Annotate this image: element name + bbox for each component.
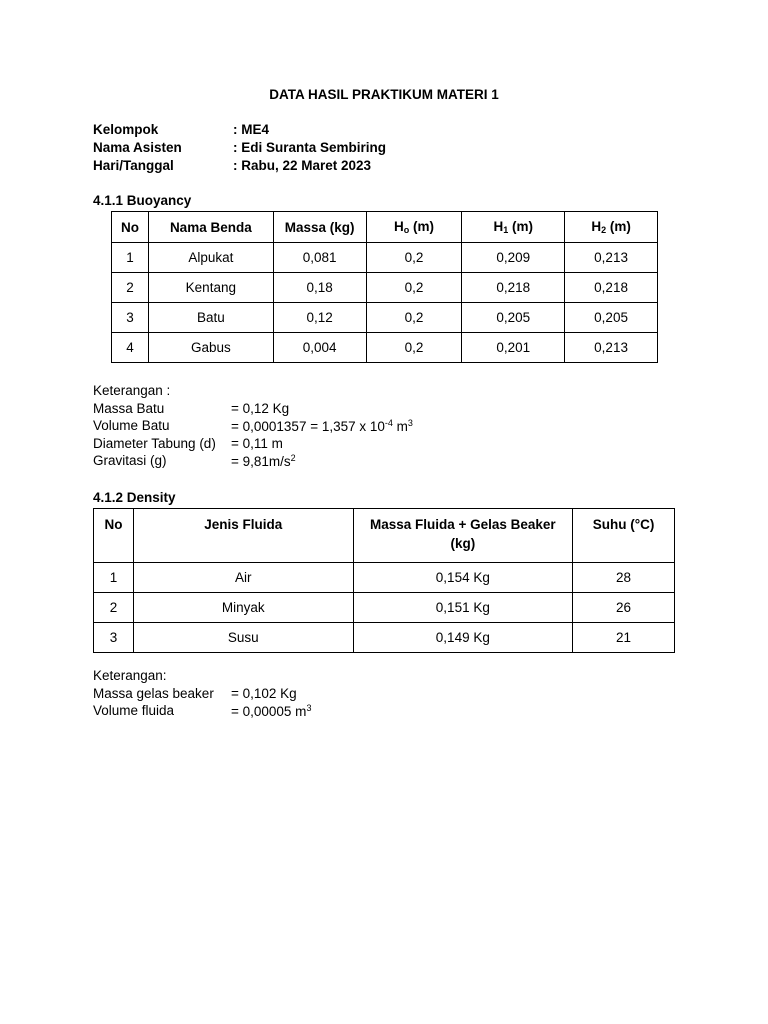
notes-title-buoyancy: Keterangan : xyxy=(93,383,171,398)
cell-h2: 0,213 xyxy=(565,333,658,363)
density-table xyxy=(93,508,675,653)
note-volume-fluida xyxy=(93,703,493,720)
column-header-nama-benda: Nama Benda xyxy=(148,212,273,243)
cell-suhu: 26 xyxy=(573,593,675,623)
cell-jenis: Susu xyxy=(133,623,353,653)
note-label: Diameter Tabung (d) xyxy=(93,436,216,451)
table-row xyxy=(94,563,675,593)
info-label: Kelompok xyxy=(93,122,159,137)
table-header-row xyxy=(112,212,658,243)
table-row xyxy=(112,333,658,363)
cell-h0: 0,2 xyxy=(366,333,462,363)
cell-no: 2 xyxy=(94,593,134,623)
note-value: = $9,81m/s^2$ xyxy=(231,453,296,469)
cell-h1: 0,209 xyxy=(462,243,565,273)
info-label: Nama Asisten xyxy=(93,140,182,155)
cell-suhu: 21 xyxy=(573,623,675,653)
cell-h0: 0,2 xyxy=(366,243,462,273)
table-header-row xyxy=(94,509,675,563)
cell-massa: 0,18 xyxy=(273,273,366,303)
cell-h0: 0,2 xyxy=(366,273,462,303)
table-row xyxy=(94,593,675,623)
note-gravitasi xyxy=(93,453,493,470)
cell-no: 1 xyxy=(94,563,134,593)
column-header-suhu: Suhu (°C) xyxy=(573,509,675,563)
cell-no: 2 xyxy=(112,273,149,303)
table-row xyxy=(112,303,658,333)
buoyancy-table xyxy=(111,211,658,363)
note-label: Volume fluida xyxy=(93,703,175,718)
cell-h0: 0,2 xyxy=(366,303,462,333)
note-value: = 0,12 Kg xyxy=(231,401,290,416)
note-value: = 0,0001357 = 1,357 x $10^{-4}$ $m^3$ xyxy=(231,418,413,434)
column-header-no: No xyxy=(94,509,134,563)
cell-no: 4 xyxy=(112,333,149,363)
info-row-kelompok xyxy=(93,122,493,140)
cell-h2: 0,213 xyxy=(565,243,658,273)
cell-massa: 0,149 Kg xyxy=(353,623,573,653)
table-row xyxy=(112,243,658,273)
cell-h1: 0,205 xyxy=(462,303,565,333)
cell-nama: Alpukat xyxy=(148,243,273,273)
note-value: = 0,102 Kg xyxy=(231,686,297,701)
info-label: Hari/Tanggal xyxy=(93,158,174,173)
note-value: = 0,00005 $m^3$ xyxy=(231,703,312,719)
info-value: : Edi Suranta Sembiring xyxy=(233,140,387,155)
column-header-h1: $H_1$ (m) xyxy=(462,212,565,243)
cell-h2: 0,218 xyxy=(565,273,658,303)
note-label: Massa gelas beaker xyxy=(93,686,214,701)
section-heading-density: 4.1.2 Density xyxy=(93,490,176,505)
table-row xyxy=(112,273,658,303)
column-header-jenis-fluida: Jenis Fluida xyxy=(133,509,353,563)
section-heading-buoyancy: 4.1.1 Buoyancy xyxy=(93,193,192,208)
column-header-h2: $H_2$ (m) xyxy=(565,212,658,243)
cell-massa: 0,151 Kg xyxy=(353,593,573,623)
cell-jenis: Air xyxy=(133,563,353,593)
cell-massa: 0,004 xyxy=(273,333,366,363)
info-row-hari-tanggal xyxy=(93,158,493,176)
cell-nama: Batu xyxy=(148,303,273,333)
cell-no: 3 xyxy=(94,623,134,653)
column-header-massa-fluida: Massa Fluida + Gelas Beaker (kg) xyxy=(353,509,573,563)
info-row-nama-asisten xyxy=(93,140,493,158)
note-volume-batu xyxy=(93,418,493,435)
info-value: : Rabu, 22 Maret 2023 xyxy=(233,158,372,173)
cell-jenis: Minyak xyxy=(133,593,353,623)
column-header-no: No xyxy=(112,212,149,243)
note-massa-batu xyxy=(93,401,493,418)
cell-suhu: 28 xyxy=(573,563,675,593)
page-title: DATA HASIL PRAKTIKUM MATERI 1 xyxy=(269,87,499,102)
note-label: Volume Batu xyxy=(93,418,170,433)
info-value: : ME4 xyxy=(233,122,270,137)
column-header-massa: Massa (kg) xyxy=(273,212,366,243)
cell-h2: 0,205 xyxy=(565,303,658,333)
note-label: Massa Batu xyxy=(93,401,165,416)
cell-massa: 0,154 Kg xyxy=(353,563,573,593)
note-diameter-tabung xyxy=(93,436,493,453)
cell-h1: 0,218 xyxy=(462,273,565,303)
cell-nama: Gabus xyxy=(148,333,273,363)
cell-h1: 0,201 xyxy=(462,333,565,363)
table-row xyxy=(94,623,675,653)
cell-massa: 0,12 xyxy=(273,303,366,333)
notes-title-density: Keterangan: xyxy=(93,668,167,683)
column-header-h0: $H_o$ (m) xyxy=(366,212,462,243)
cell-massa: 0,081 xyxy=(273,243,366,273)
cell-nama: Kentang xyxy=(148,273,273,303)
note-massa-gelas-beaker xyxy=(93,686,493,703)
cell-no: 1 xyxy=(112,243,149,273)
note-value: = 0,11 m xyxy=(231,436,283,451)
note-label: Gravitasi (g) xyxy=(93,453,167,468)
cell-no: 3 xyxy=(112,303,149,333)
